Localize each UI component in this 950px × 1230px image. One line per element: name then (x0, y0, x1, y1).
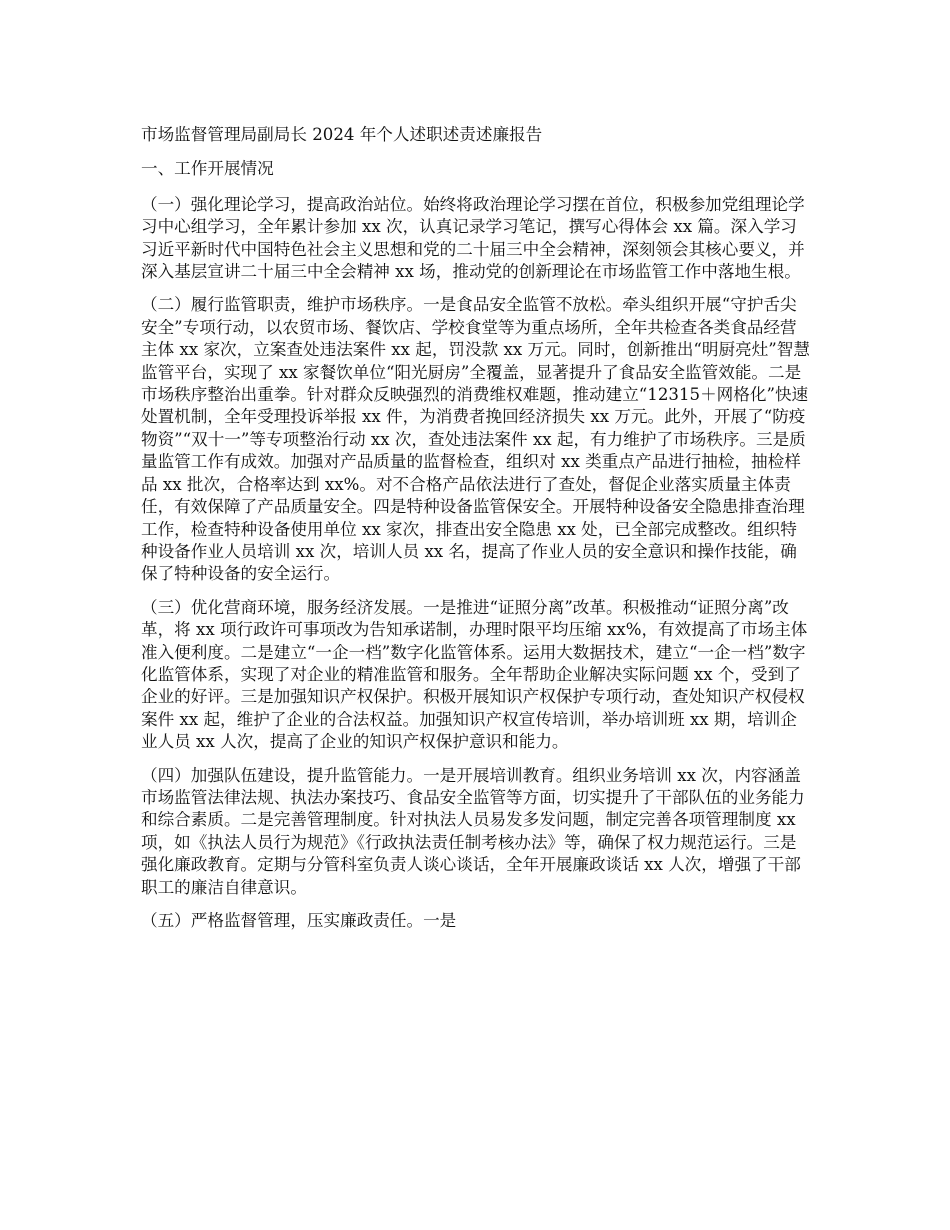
document-page (141, 124, 813, 943)
paragraph-theory-study: （一）强化理论学习，提高政治站位。始终将政治理论学习摆在首位，积极参加党组理论学习中心组学习，全年累计参加 xx 次，认真记录学习笔记，撰写心得体会 xx 篇。深入学习习近平新时代中国特色社会主义思想和党的二十届三中全会精神，深刻领会其核心要义，并深入基层宣讲二十届三中全会精神 xx 场，推动党的创新理论在市场监管工作中落地生根。 (141, 194, 805, 282)
paragraph-supervision-duties: （二）履行监管职责，维护市场秩序。一是食品安全监管不放松。牵头组织开展“守护舌尖安全”专项行动，以农贸市场、餐饮店、学校食堂等为重点场所，全年共检查各类食品经营主体 xx 家次，立案查处违法案件 xx 起，罚没款 xx 万元。同时，创新推出“明厨亮灶”智慧监管平台，实现了 xx 家餐饮单位“阳光厨房”全覆盖，显著提升了食品安全监管效能。二是市场秩序整治出重拳。针对群众反映强烈的消费维权难题，推动建立“12315＋网格化”快速处置机制，全年受理投诉举报 xx 件，为消费者挽回经济损失 xx 万元。此外，开展了“防疫物资”“双十一”等专项整治行动 xx 次，查处违法案件 xx 起，有力维护了市场秩序。三是质量监管工作有成效。加强对产品质量的监督检查，组织对 xx 类重点产品进行抽检，抽检样品 xx 批次，合格率达到 xx%。对不合格产品依法进行了查处，督促企业落实质量主体责任，有效保障了产品质量安全。四是特种设备监管保安全。开展特种设备安全隐患排查治理工作，检查特种设备使用单位 xx 家次，排查出安全隐患 xx 处，已全部完成整改。组织特种设备作业人员培训 xx 次，培训人员 xx 名，提高了作业人员的安全意识和操作技能，确保了特种设备的安全运行。 (141, 295, 810, 584)
paragraph-business-environment: （三）优化营商环境，服务经济发展。一是推进“证照分离”改革。积极推动“证照分离”改革，将 xx 项行政许可事项改为告知承诺制，办理时限平均压缩 xx%，有效提高了市场主体准入便利度。二是建立“一企一档”数字化监管体系。运用大数据技术，建立“一企一档”数字化监管体系，实现了对企业的精准监管和服务。全年帮助企业解决实际问题 xx 个，受到了企业的好评。三是加强知识产权保护。积极开展知识产权保护专项行动，查处知识产权侵权案件 xx 起，维护了企业的合法权益。加强知识产权宣传培训，举办培训班 xx 期，培训企业人员 xx 人次，提高了企业的知识产权保护意识和能力。 (141, 597, 808, 752)
paragraph-strict-supervision: （五）严格监督管理，压实廉政责任。一是 (141, 911, 457, 930)
document-title: 市场监督管理局副局长 2024 年个人述职述责述廉报告 (141, 125, 543, 144)
paragraph-team-building: （四）加强队伍建设，提升监管能力。一是开展培训教育。组织业务培训 xx 次，内容涵盖市场监管法律法规、执法办案技巧、食品安全监管等方面，切实提升了干部队伍的业务能力和综合素质。二是完善管理制度。针对执法人员易发多发问题，制定完善各项管理制度 xx 项，如《执法人员行为规范》《行政执法责任制考核办法》等，确保了权力规范运行。三是强化廉政教育。定期与分管科室负责人谈心谈话，全年开展廉政谈话 xx 人次，增强了干部职工的廉洁自律意识。 (141, 765, 805, 897)
section-heading: 一、工作开展情况 (141, 159, 274, 179)
